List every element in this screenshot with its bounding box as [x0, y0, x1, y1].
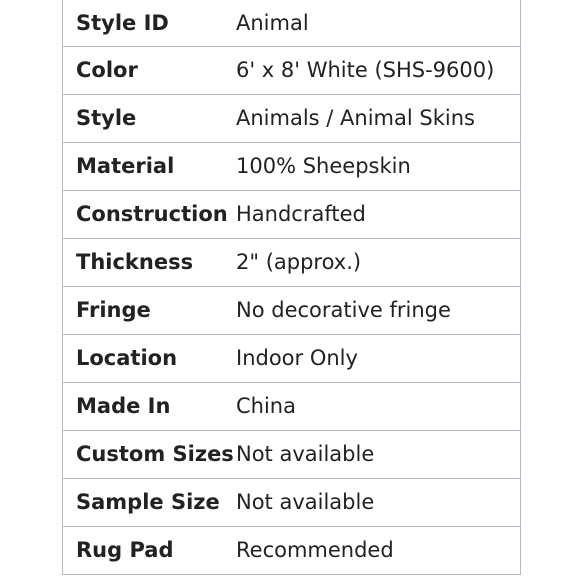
spec-label: Thickness: [63, 239, 237, 287]
spec-label: Made In: [63, 383, 237, 431]
spec-row-color: [63, 47, 521, 95]
spec-value: 6' x 8' White (SHS-9600): [236, 47, 521, 95]
product-spec-table: [62, 0, 521, 575]
spec-row-style-id: [63, 0, 521, 47]
spec-value: Recommended: [236, 527, 521, 575]
spec-label: Rug Pad: [63, 527, 237, 575]
spec-value: 2" (approx.): [236, 239, 521, 287]
spec-label: Style ID: [63, 0, 237, 47]
spec-value: China: [236, 383, 521, 431]
spec-row-fringe: [63, 287, 521, 335]
spec-value: Indoor Only: [236, 335, 521, 383]
spec-label: Custom Sizes: [63, 431, 237, 479]
spec-row-construction: [63, 191, 521, 239]
spec-label: Fringe: [63, 287, 237, 335]
spec-row-sample-size: [63, 479, 521, 527]
spec-value: Animals / Animal Skins: [236, 95, 521, 143]
spec-label: Sample Size: [63, 479, 237, 527]
spec-row-style: [63, 95, 521, 143]
spec-value: Handcrafted: [236, 191, 521, 239]
spec-row-thickness: [63, 239, 521, 287]
spec-label: Location: [63, 335, 237, 383]
spec-value: No decorative fringe: [236, 287, 521, 335]
spec-label: Construction: [63, 191, 237, 239]
spec-value: Animal: [236, 0, 521, 47]
spec-row-material: [63, 143, 521, 191]
spec-row-made-in: [63, 383, 521, 431]
spec-row-rug-pad: [63, 527, 521, 575]
spec-label: Color: [63, 47, 237, 95]
spec-label: Style: [63, 95, 237, 143]
spec-row-location: [63, 335, 521, 383]
spec-label: Material: [63, 143, 237, 191]
spec-row-custom-sizes: [63, 431, 521, 479]
spec-value: 100% Sheepskin: [236, 143, 521, 191]
spec-value: Not available: [236, 479, 521, 527]
spec-value: Not available: [236, 431, 521, 479]
